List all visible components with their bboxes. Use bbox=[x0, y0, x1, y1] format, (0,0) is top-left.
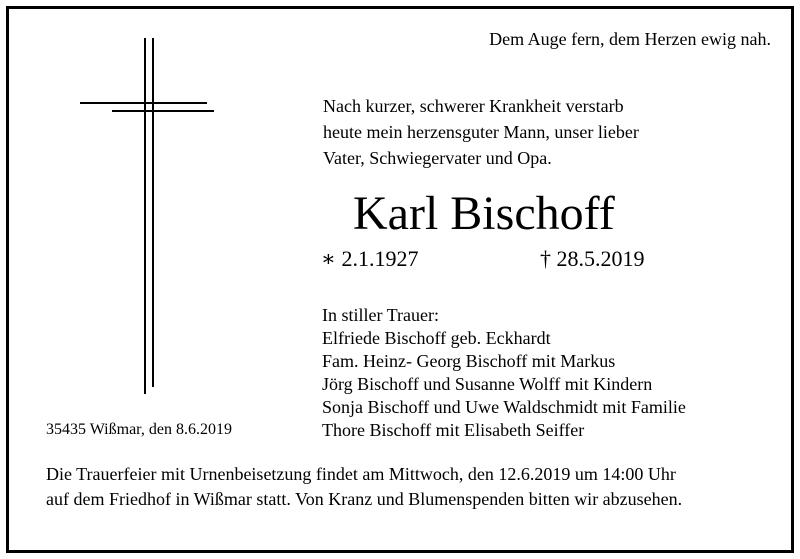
intro-text bbox=[323, 93, 639, 171]
mourner-entry: Jörg Bischoff und Susanne Wolff mit Kindern bbox=[322, 374, 653, 394]
cross-horizontal-bar bbox=[112, 110, 214, 112]
mourner-entry: Fam. Heinz- Georg Bischoff mit Markus bbox=[322, 351, 616, 371]
birth-date: ∗ 2.1.1927 bbox=[321, 246, 419, 271]
cross-horizontal-bar bbox=[80, 102, 207, 104]
funeral-info-line: auf dem Friedhof in Wißmar statt. Von Kranz und Blumenspenden bitten wir abzusehen. bbox=[46, 489, 683, 509]
mourner-entry: Elfriede Bischoff geb. Eckhardt bbox=[322, 328, 551, 348]
funeral-info bbox=[46, 462, 682, 512]
cross-vertical-bar bbox=[152, 38, 154, 387]
motto: Dem Auge fern, dem Herzen ewig nah. bbox=[489, 29, 771, 49]
intro-line: Nach kurzer, schwerer Krankheit verstarb bbox=[323, 96, 624, 116]
mourner-entry: Sonja Bischoff und Uwe Waldschmidt mit Familie bbox=[322, 397, 686, 417]
cross-icon bbox=[80, 38, 214, 394]
mourners-heading: In stiller Trauer: bbox=[322, 305, 439, 325]
intro-line: Vater, Schwiegervater und Opa. bbox=[323, 148, 552, 168]
life-dates bbox=[0, 246, 800, 276]
cross-vertical-bar bbox=[144, 38, 146, 394]
deceased-name: Karl Bischoff bbox=[353, 187, 615, 240]
mourner-entry: Thore Bischoff mit Elisabeth Seiffer bbox=[322, 420, 585, 440]
funeral-info-line: Die Trauerfeier mit Urnenbeisetzung findet am Mittwoch, den 12.6.2019 um 14:00 Uhr bbox=[46, 464, 676, 484]
death-date: † 28.5.2019 bbox=[540, 246, 645, 271]
place-date: 35435 Wißmar, den 8.6.2019 bbox=[46, 421, 232, 438]
intro-line: heute mein herzensguter Mann, unser lieber bbox=[323, 122, 639, 142]
mourners-list bbox=[322, 304, 686, 442]
